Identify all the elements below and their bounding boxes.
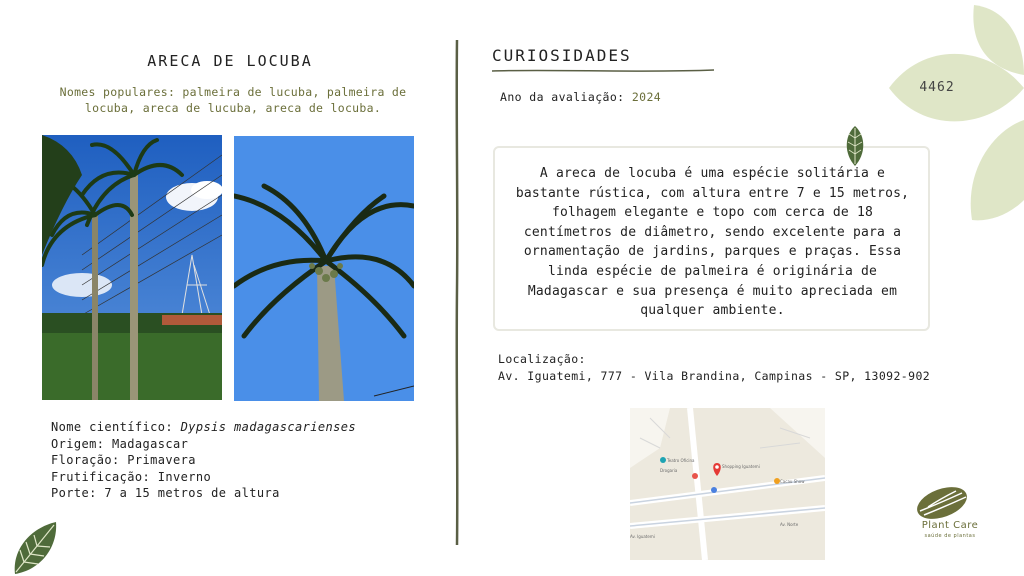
plant-title: ARECA DE LOCUBA: [147, 52, 313, 70]
palm-photo-2: [234, 136, 414, 401]
plant-code: 4462: [919, 80, 955, 95]
location-map[interactable]: [630, 408, 825, 560]
svg-text:Drogaria: Drogaria: [660, 468, 678, 473]
description-text: A areca de locuba é uma espécie solitária e bastante rústica, com altura entre 7 e 15 metros, folhagem elegante e topo com cerca de 18 centímetros de diâmetro, sendo excelente para a ornamentação de jardins, parques e praças. Essa linda espécie de palmeira é originária de Madagascar e sua presença é muito apreciada em qualquer ambiente.: [515, 166, 910, 319]
flowering: Floração: Primavera: [51, 453, 196, 467]
svg-text:Teatro Oficina: Teatro Oficina: [667, 458, 695, 463]
popular-names: Nomes populares: palmeira de lucuba, palmeira de locuba, areca de lucuba, areca de locuba.: [59, 85, 407, 115]
leaf-icon: [10, 520, 60, 576]
logo-tagline: saúde de plantas: [924, 533, 976, 539]
section-title: CURIOSIDADES: [492, 46, 632, 65]
svg-text:Cacau Show: Cacau Show: [780, 479, 805, 484]
size: Porte: 7 a 15 metros de altura: [51, 486, 280, 500]
svg-text:Shopping Iguatemi: Shopping Iguatemi: [722, 464, 760, 469]
logo-name: Plant Care: [921, 520, 979, 531]
fruiting: Frutificação: Inverno: [51, 469, 212, 484]
location-address: Av. Iguatemi, 777 - Vila Brandina, Campinas - SP, 13092-902: [498, 369, 931, 383]
scientific-name: Nome científico: Dypsis madagascarienses: [51, 420, 356, 434]
vertical-divider: [455, 40, 459, 545]
location-label: Localização:: [498, 352, 586, 366]
evaluation-year: Ano da avaliação: 2024: [500, 90, 662, 104]
palm-photo-1: [42, 135, 222, 400]
title-underline: [492, 68, 714, 74]
small-leaf-icon: [844, 126, 866, 166]
origin: Origem: Madagascar: [51, 436, 189, 451]
svg-text:Av. Iguatemi: Av. Iguatemi: [630, 534, 655, 539]
plant-facts: [51, 419, 356, 502]
svg-text:Av. Norte: Av. Norte: [780, 522, 799, 527]
